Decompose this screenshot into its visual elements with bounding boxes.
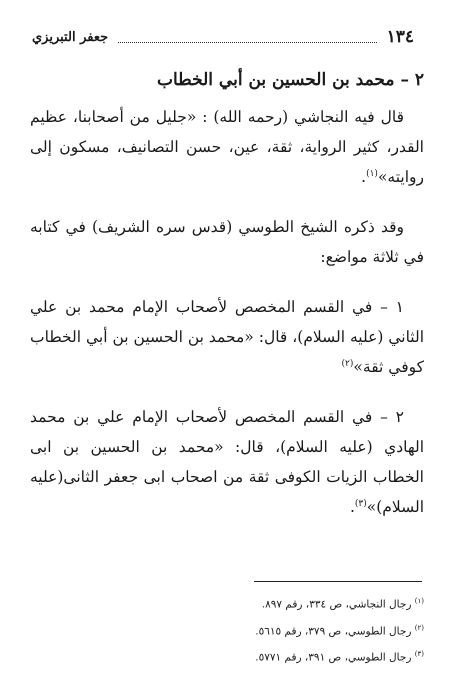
running-head: جعفر التبريزي [32,30,109,45]
page-header [32,22,414,48]
section-title-text: محمد بن الحسين بن أبي الخطاب [157,70,395,90]
footnote-ref-3: (٣) [354,498,367,509]
footnote-ref-2: (٢) [341,358,354,369]
section-title [30,66,424,94]
footnote-mark: (٢) [414,623,424,632]
paragraph-3-text: ١ – في القسم المخصص لأصحاب الإمام محمد بن علي الثاني (عليه السلام)، قال: «محمد بن الحسين بن أبي الخطاب كوفي ثقة» [30,298,424,376]
section-dash: – [400,70,409,90]
paragraph-4-end: . [349,498,355,516]
footnote-text: رجال الطوسي، ص ٣٧٩، رقم ٥٦١٥. [255,625,412,637]
paragraph-1-text: قال فيه النجاشي (رحمه الله) : «جليل من أصحابنا، عظيم القدر، كثير الرواية، ثقة، عين، حسن التصانيف، مسكون إلى روايته» [30,108,424,186]
footnote-separator [254,581,422,582]
footnote-ref-1: (١) [366,168,378,179]
paragraph-first-mention [30,292,424,382]
footnote-mark: (١) [414,597,424,605]
footnote-text: رجال الطوسي، ص ٣٩١، رقم ٥٧٧١. [255,651,412,664]
footnotes [30,590,424,670]
footnote-item [30,590,424,617]
paragraph-gap [30,192,424,212]
footnote-text: رجال النجاشي، ص ٣٣٤، رقم ٨٩٧. [261,598,412,611]
paragraph-gap [30,272,424,292]
page-number: ١٣٤ [386,27,414,47]
footnote-item [30,617,424,644]
paragraph-1-end: . [361,168,367,186]
section-number: ٢ [414,70,424,90]
header-dotted-leader [118,41,376,43]
paragraph-4-text: ٢ – في القسم المخصص لأصحاب الإمام علي بن محمد الهادي (عليه السلام)، قال: «محمد بن الحسين بن ابى الخطاب الزيات الكوفى ثقة من اصحاب ابى جعفر الثانى(عليه السلام)» [30,408,424,516]
paragraph-najashi [30,102,424,192]
paragraph-tusi-intro: وقد ذكره الشيخ الطوسي (قدس سره الشريف) في كتابه في ثلاثة مواضع: [30,218,424,266]
footnote-item [30,643,424,670]
paragraph-gap [30,382,424,402]
footnote-mark: (٣) [414,650,424,658]
main-text [30,66,424,522]
paragraph-second-mention [30,402,424,522]
